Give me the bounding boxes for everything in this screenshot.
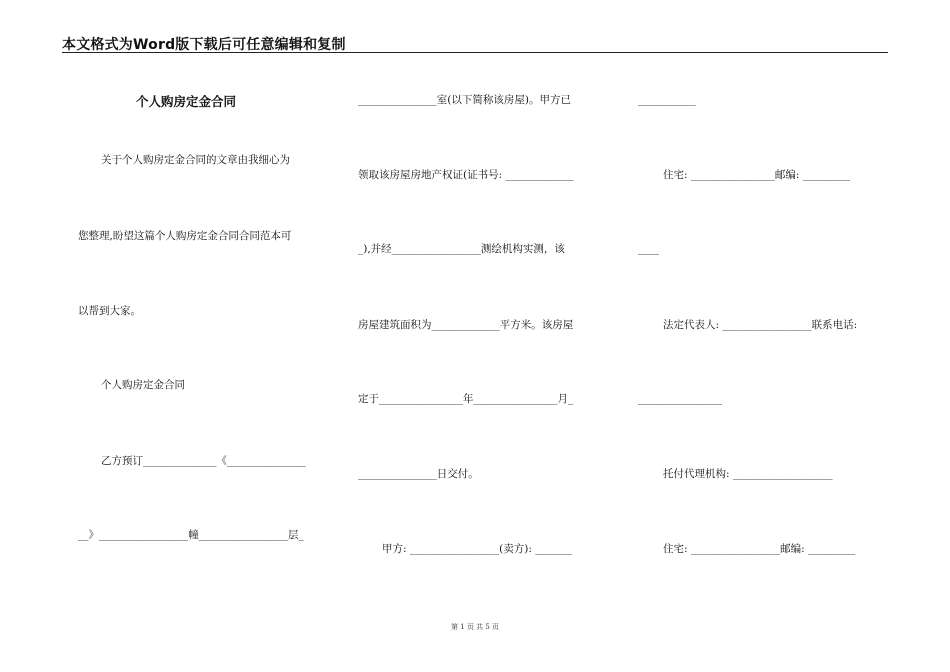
col3-line-3: ____ bbox=[638, 243, 659, 255]
download-banner: 本文格式为Word版下载后可任意编辑和复制 bbox=[62, 37, 346, 53]
col2-line-2: 领取该房屋房地产权证(证书号: _____________ bbox=[358, 169, 574, 181]
col3-line-2: 住宅: ________________邮编: _________ bbox=[663, 169, 851, 181]
col3-line-1: ___________ bbox=[638, 94, 696, 106]
header-divider bbox=[62, 52, 888, 53]
col3-line-4: 法定代表人: _________________联系电话: bbox=[663, 319, 858, 331]
col3-line-5: ________________ bbox=[638, 393, 722, 405]
col1-line-5: 乙方预订______________《_______________ bbox=[101, 455, 306, 467]
col2-line-3: _),并经_________________测绘机构实测，该 bbox=[358, 243, 565, 255]
col2-line-4: 房屋建筑面积为_____________平方米。该房屋 bbox=[358, 319, 574, 331]
document-title: 个人购房定金合同 bbox=[136, 94, 237, 109]
page-number: 第 1 页 共 5 页 bbox=[450, 623, 500, 631]
col3-line-7: 住宅: _________________邮编: _________ bbox=[663, 543, 856, 555]
col1-line-6: __》_________________幢_________________层_ bbox=[78, 529, 304, 541]
col1-line-3: 以帮到大家。 bbox=[78, 305, 141, 317]
col2-line-1: _______________室(以下简称该房屋)。甲方已 bbox=[358, 94, 571, 106]
col2-line-6: _______________日交付。 bbox=[358, 468, 479, 480]
col1-line-2: 您整理,盼望这篇个人购房定金合同合同范本可 bbox=[78, 230, 292, 242]
col2-line-7: 甲方: _________________(卖方): _______ bbox=[382, 543, 572, 555]
col1-line-1: 关于个人购房定金合同的文章由我细心为 bbox=[101, 154, 290, 166]
col1-line-4: 个人购房定金合同 bbox=[101, 379, 185, 391]
col3-line-6: 托付代理机构: ___________________ bbox=[663, 468, 833, 480]
col2-line-5: 定于________________年________________月_ bbox=[358, 393, 574, 405]
